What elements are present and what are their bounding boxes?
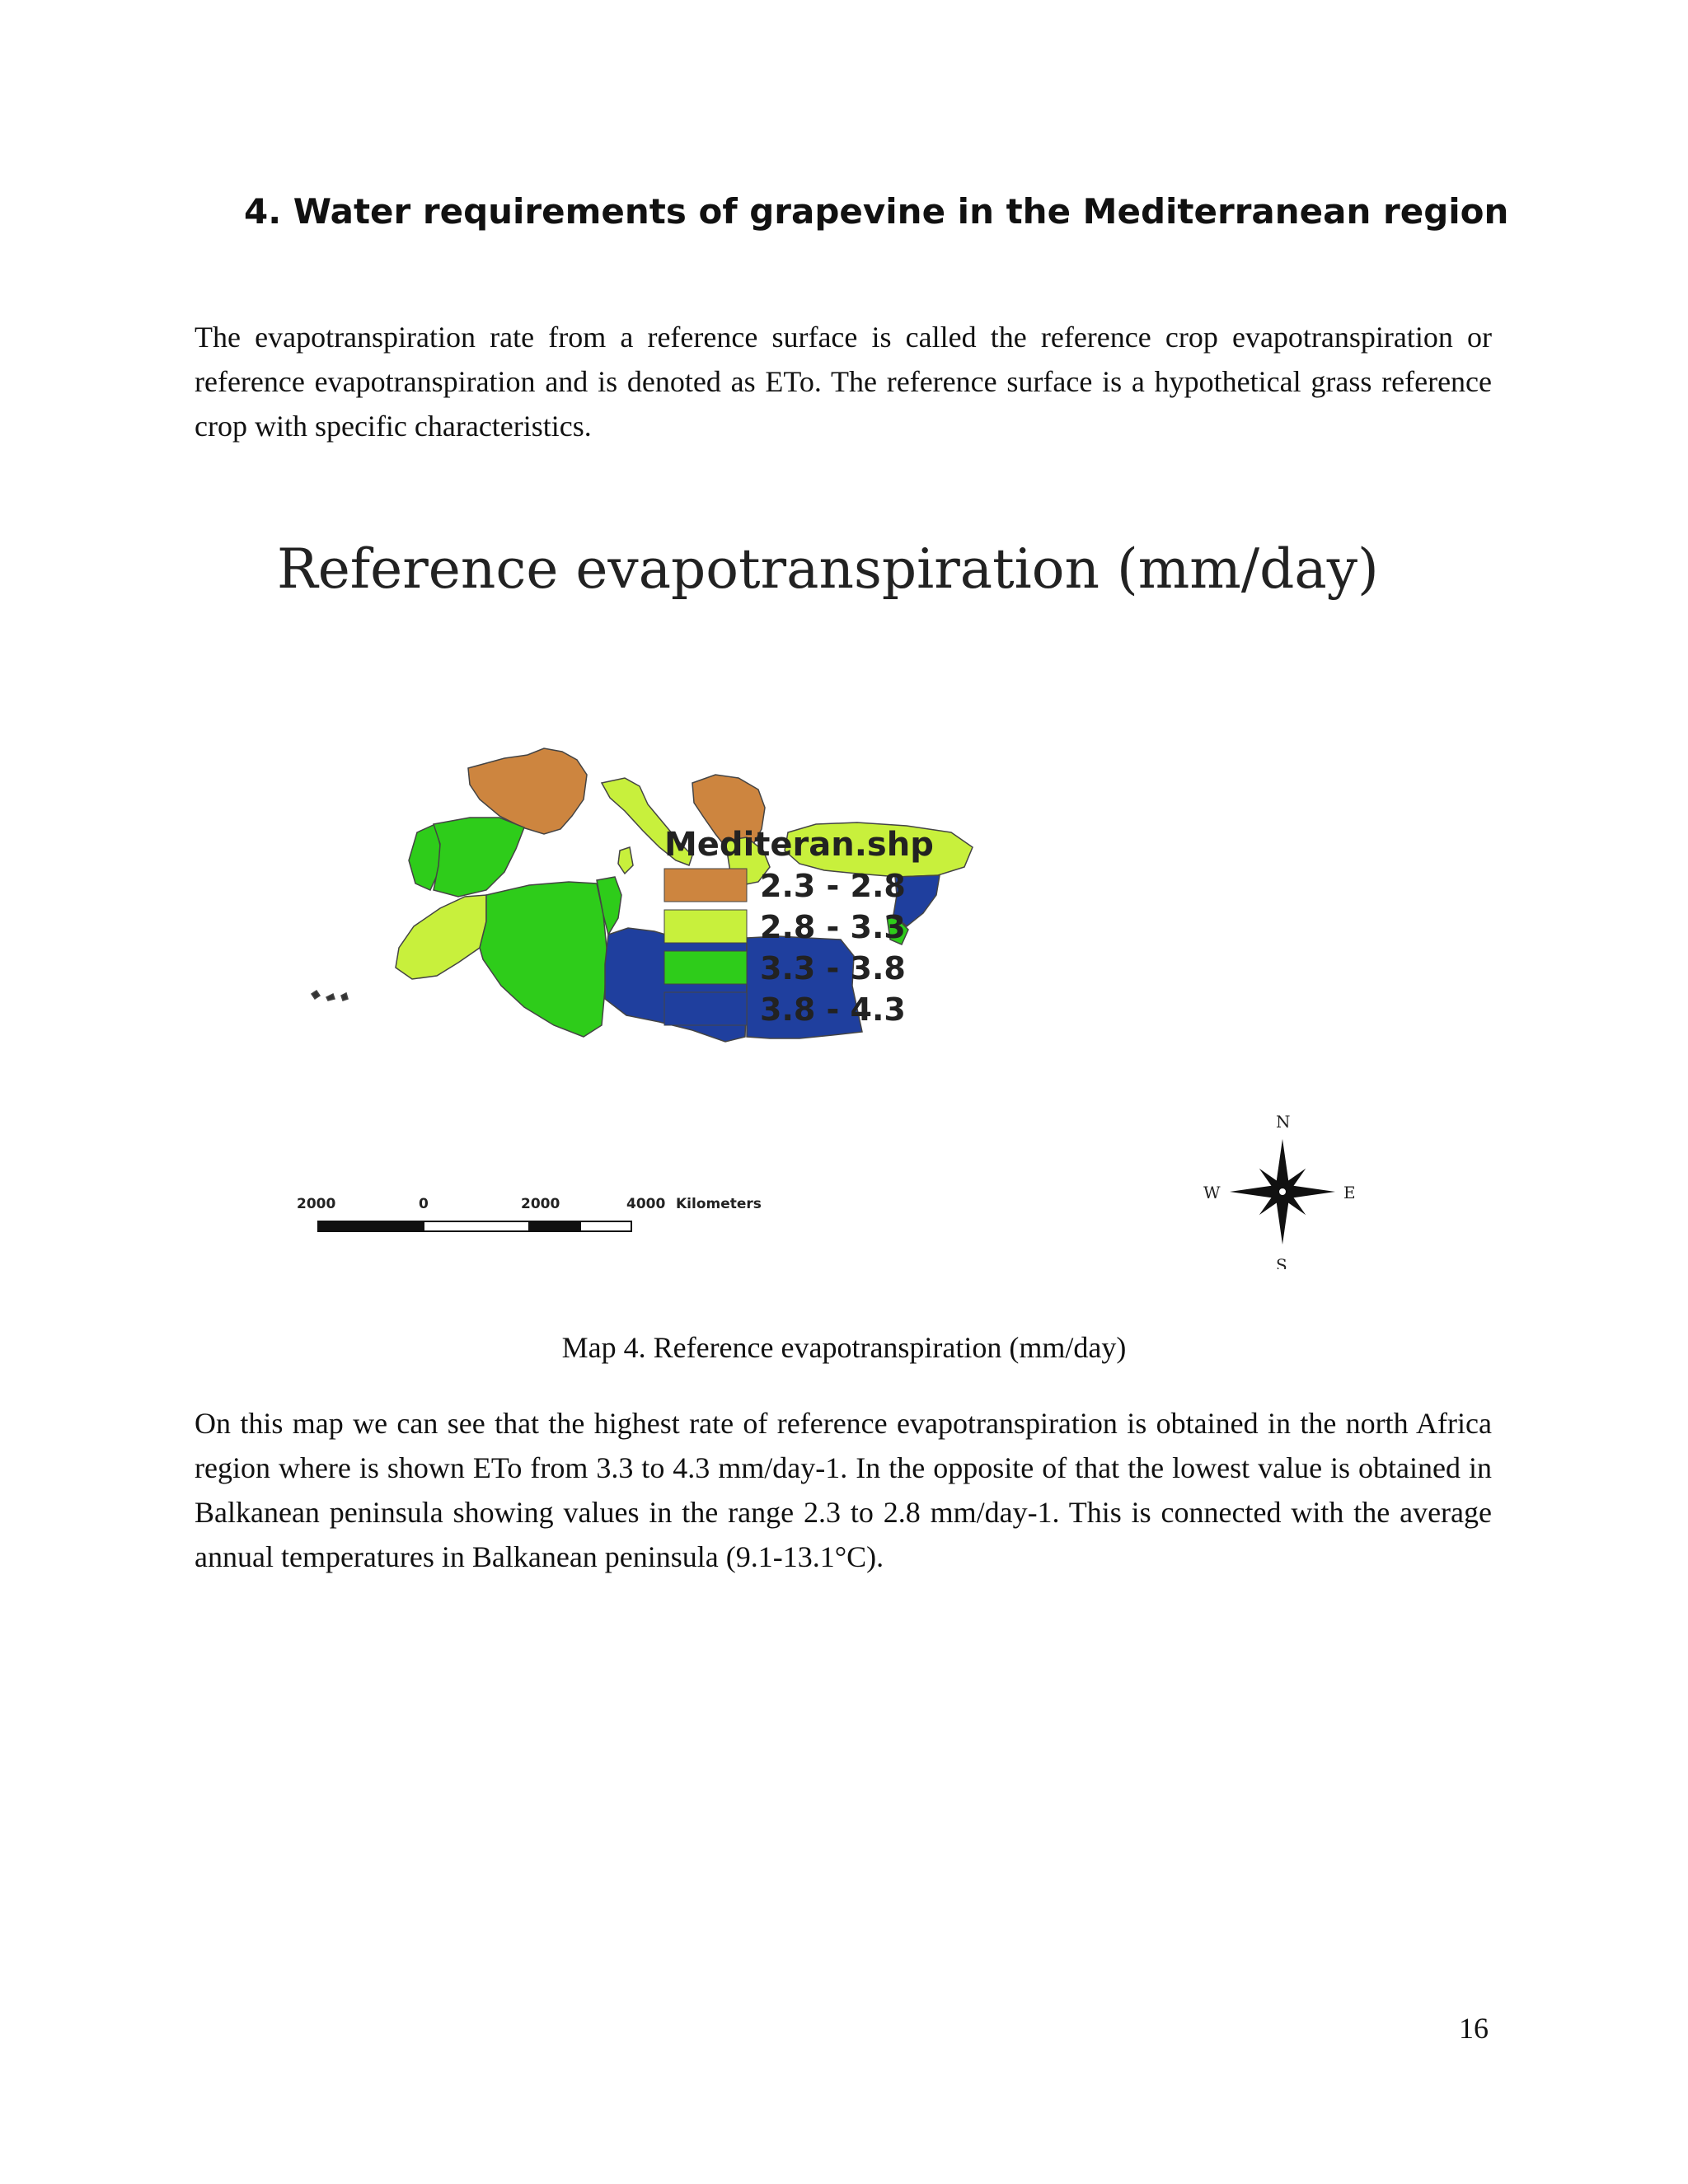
scale-label-3: 2000: [521, 1196, 560, 1212]
eto-map-figure: [264, 527, 1434, 1269]
legend-swatch: [664, 910, 747, 943]
legend-label: 2.3 - 2.8: [760, 868, 906, 904]
page-number: 16: [1459, 2012, 1489, 2045]
map-title: Reference evapotranspiration (mm/day): [277, 537, 1379, 601]
scale-label-1: 2000: [297, 1196, 336, 1212]
scale-label-2: 0: [419, 1196, 429, 1212]
compass-icon: [1203, 1112, 1356, 1269]
region-canary-islands: [312, 991, 348, 1001]
scale-unit: Kilometers: [676, 1196, 762, 1212]
legend-label: 3.8 - 4.3: [760, 991, 906, 1028]
legend-swatch: [664, 869, 747, 902]
region-sardinia: [618, 847, 633, 874]
legend-swatch: [664, 951, 747, 984]
legend-swatch: [664, 992, 747, 1025]
intro-paragraph: The evapotranspiration rate from a reference surface is called the reference crop evapotranspiration or reference evapotranspiration and is denoted as ETo. The reference surface is a hypothetical grass reference crop with specific characteristics.: [195, 321, 1492, 443]
map-graphic: [264, 527, 1434, 1269]
scale-label-4: 4000: [626, 1196, 666, 1212]
compass-n: N: [1276, 1112, 1291, 1132]
region-spain: [434, 818, 524, 897]
compass-w: W: [1203, 1183, 1221, 1202]
compass-e: E: [1343, 1183, 1356, 1202]
legend-title: Mediteran.shp: [664, 826, 934, 864]
legend-label: 2.8 - 3.3: [760, 909, 906, 945]
map-caption: Map 4. Reference evapotranspiration (mm/day): [561, 1331, 1127, 1364]
scale-bar: [297, 1196, 762, 1231]
section-heading: 4. Water requirements of grapevine in the Mediterranean region: [244, 191, 1509, 232]
body-paragraph: On this map we can see that the highest rate of reference evapotranspiration is obtained in the north Africa region where is shown ETo from 3.3 to 4.3 mm/day-1. In the opposite of that the lowest value is obtained in Balkanean peninsula showing values in the range 2.3 to 2.8 mm/day-1. This is connected with the average annual temperatures in Balkanean peninsula (9.1-13.1°C).: [195, 1407, 1492, 1573]
region-algeria: [480, 882, 607, 1037]
region-morocco: [396, 895, 486, 979]
legend-label: 3.3 - 3.8: [760, 950, 906, 987]
compass-s: S: [1276, 1255, 1287, 1269]
